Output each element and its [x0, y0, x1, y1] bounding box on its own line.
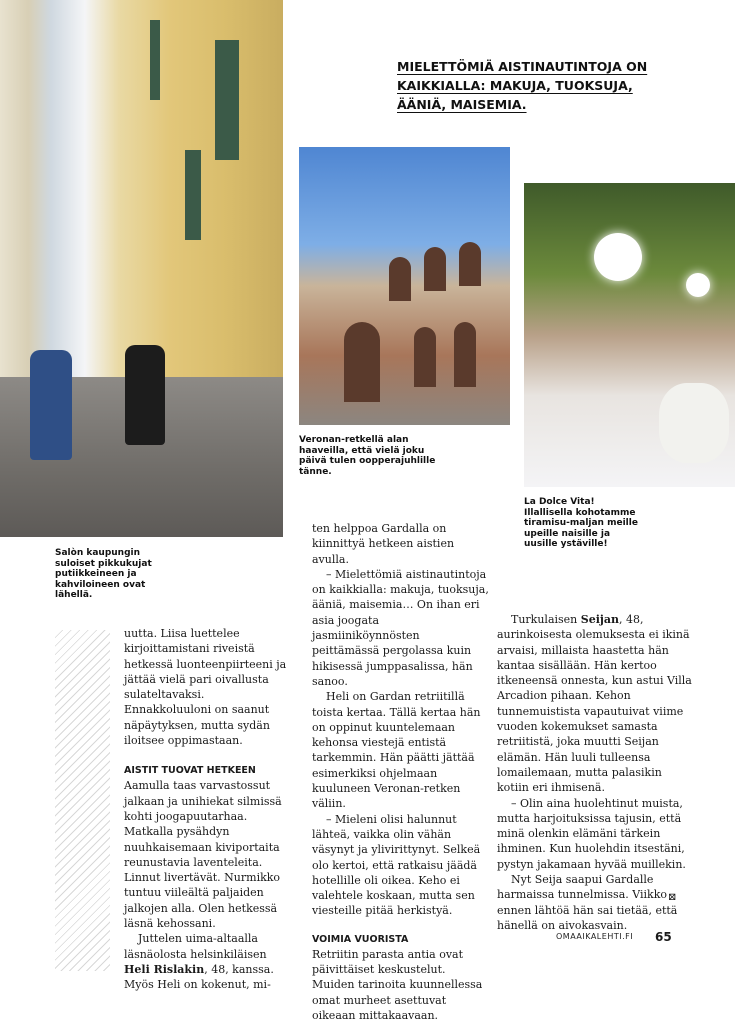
photo-salo-street [0, 0, 283, 537]
text: , 48, aurinkoisesta olemuksesta ei ikinä arvaisi, millaista haastetta hän kantaa sisällään. Hän kertoo itkeneensä onnesta, kun astui Villa Arcadion pihaan. Kehon tunnemuistista vapautuivat viime vuoden kokemukset samasta retriitistä, joka muutti Seijan elämän. Hän luuli tulleensa lomailemaan, mutta palasikin kotiin eri ihmisenä. [497, 613, 692, 795]
photo-verona-arena [299, 147, 510, 425]
paragraph [124, 931, 294, 992]
paragraph: ten helppoa Gardalla on kiinnittyä hetkeen aistien avulla. [312, 522, 455, 566]
arena-arch [414, 327, 436, 387]
paragraph: Aamulla taas varvastossut jalkaan ja unihiekat silmissä kohti joogapuutarhaa. Matkalla pysähdyn nuuhkaisemaan kiviportaita reunustavia laventeleita. Linnut livertävät. Nurmikko tuntuu viileältä paljaiden jalkojen alla. Olen hetkessä läsnä kehossani. [124, 779, 282, 931]
paragraph [497, 612, 697, 796]
caption-verona: Veronan-retkellä alan haaveilla, että vielä joku päivä tulen oopperajuhlille tänne. [299, 435, 436, 477]
decorative-hatch-stripe [55, 630, 110, 971]
person-walking [125, 345, 165, 445]
window-shutter [215, 40, 239, 160]
caption-salo: Salòn kaupungin suloiset pikkukujat putiikkeineen ja kahviloineen ovat lähellä. [55, 548, 152, 600]
text: Juttelen uima-altaalla läsnäolosta helsinkiläisen [124, 932, 267, 961]
person-name: Seijan [580, 613, 619, 626]
paragraph: Heli on Gardan retriitillä toista kertaa. Tällä kertaa hän on oppinut kuuntelemaan kehonsa viestejä entistä tarkemmin. Hän päätti jättää esimerkiksi ohjelmaan kuuluneen Veronan-retken väliin. [312, 690, 481, 811]
paragraph: uutta. Liisa luettelee kirjoittamistani riveistä hetkessä luonteenpiirteeni ja jättää vielä pari oivallusta sulateltavaksi. Ennakkoluuloni on saanut näpäytyksen, mutta sydän iloitsee oppimastaan. [124, 627, 287, 748]
text-column-2 [312, 521, 490, 1023]
lantern [686, 273, 710, 297]
photo-dinner-party [524, 183, 735, 487]
person-name: Heli Rislakin [124, 962, 205, 976]
paragraph: – Mielettömiä aistinautintoja on kaikkialla: makuja, tuoksuja, ääniä, maisemia… On ihan eri asia joogata jasmiiniköynnösten peittämässä pergolassa kuin hikisessä jumppasalissa, hän sanoo. [312, 567, 489, 688]
page-number: 65 [655, 930, 672, 944]
arena-arch [454, 322, 476, 387]
window-shutter [150, 20, 160, 100]
arena-arch [459, 242, 481, 286]
paragraph: Nyt Seija saapui Gardalle harmaissa tunnelmissa. Viikko ennen lähtöä hän sai tietää, että hänellä on aivokasvain. [497, 873, 678, 932]
end-mark-icon: ⊠ [668, 892, 677, 903]
flower-bouquet [659, 383, 729, 463]
lantern [594, 233, 642, 281]
text: , 48, kanssa. Myös Heli on kokenut, mi- [124, 962, 274, 992]
arena-arch [389, 257, 411, 301]
paragraph: – Mieleni olisi halunnut lähteä, vaikka olin vähän väsynyt ja ylivirittynyt. Selkeä olo kertoi, että ratkaisu jäädä hotellille oli oikea. Keho ei valehtele koskaan, mutta sen viesteille pitää herkistyä. [312, 812, 481, 918]
subheading: VOIMIA VUORISTA [312, 933, 409, 945]
pull-quote-headline: MIELETTÖMIÄ AISTINAUTINTOJA ON KAIKKIALLA: MAKUJA, TUOKSUJA, ÄÄNIÄ, MAISEMIA. [397, 59, 648, 112]
person-walking [30, 350, 72, 460]
text-column-3 [497, 612, 697, 933]
window-shutter [185, 150, 201, 240]
paragraph: – Olin aina huolehtinut muista, mutta harjoituksissa tajusin, että minä olenkin elämäni tärkein ihminen. Kun huolehdin itsestäni, pystyn jakamaan hyvää muillekin. [497, 796, 686, 871]
text: Turkulaisen [511, 613, 581, 626]
arena-arch [424, 247, 446, 291]
caption-dolce-vita: La Dolce Vita! Illallisella kohotamme tiramisu-maljan meille upeille naisille ja uusille ystäville! [524, 497, 638, 549]
subheading: AISTIT TUOVAT HETKEEN [124, 765, 256, 777]
paragraph: Retriitin parasta antia ovat päivittäiset keskustelut. Muiden tarinoita kuunnellessa omat murheet asettuvat oikeaan mittakaavaan. [312, 947, 483, 1022]
arena-arch [344, 322, 380, 402]
text-column-1 [124, 626, 294, 993]
footer-site: OMAAIKALEHTI.FI [556, 932, 634, 941]
